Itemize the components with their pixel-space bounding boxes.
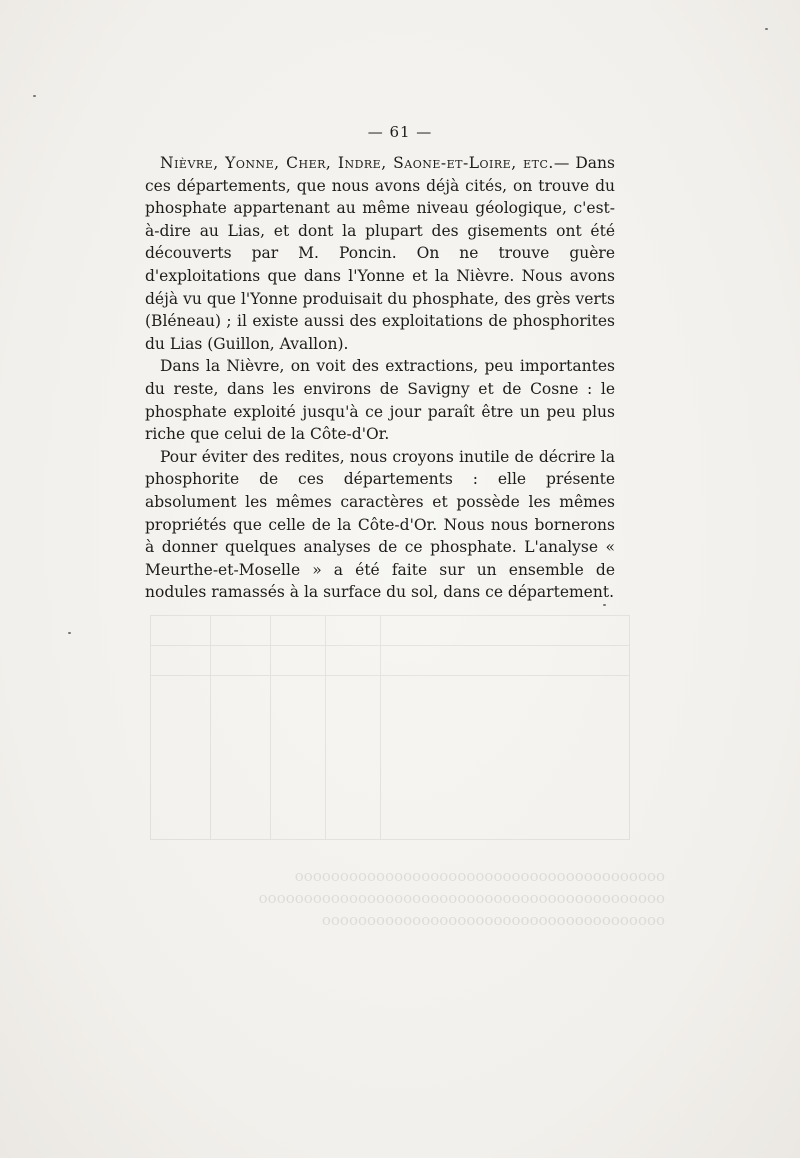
scan-speck [603, 604, 606, 606]
paragraph-text: Dans la Nièvre, on voit des extractions, peu importantes du reste, dans les environs de Savigny et de Cosne : le phosphate exploité jusqu'à ce jour paraît être un peu plus riche que celui de la Côte-d'Or. [145, 357, 615, 444]
section-lead: Nièvre, Yonne, Cher, Indre, Saone-et-Loire, etc. [160, 154, 554, 172]
scan-speck [33, 95, 36, 97]
paragraph-3 [145, 446, 615, 604]
page-number: — 61 — [367, 123, 433, 141]
bleed-through-text: ooooooooooooooooooooooooooooooooooooooooo ooooooooooooooooooooooooooooooooooooooooooooo oooooooooooooooooooooooooooooooooooooo [258, 867, 665, 929]
scan-speck [765, 28, 768, 30]
paragraph-2 [145, 355, 615, 445]
paragraph-1 [145, 152, 615, 355]
paragraph-text: — Dans ces départements, que nous avons déjà cités, on trouve du phosphate appartenant au même niveau géologique, c'est-à-dire au Lias, et dont la plupart des gisements ont été découverts par M. Poncin. On ne trouve guère d'exploitations que dans l'Yonne et la Nièvre. Nous avons déjà vu que l'Yonne produisait du phosphate, des grès verts (Bléneau) ; il existe aussi des exploitations de phosphorites du Lias (Guillon, Avallon). [145, 154, 615, 353]
body-text [145, 152, 615, 604]
paragraph-text: Pour éviter des redites, nous croyons inutile de décrire la phosphorite de ces départements : elle présente absolument les mêmes caractères et possède les mêmes propriétés que celle de la Côte-d'Or. Nous nous bornerons à donner quelques analyses de ce phosphate. L'analyse « Meurthe-et-Moselle » a été faite sur un ensemble de nodules ramassés à la surface du sol, dans ce département. [145, 447, 615, 602]
bleed-through-table [150, 615, 630, 840]
scan-speck [68, 632, 71, 634]
